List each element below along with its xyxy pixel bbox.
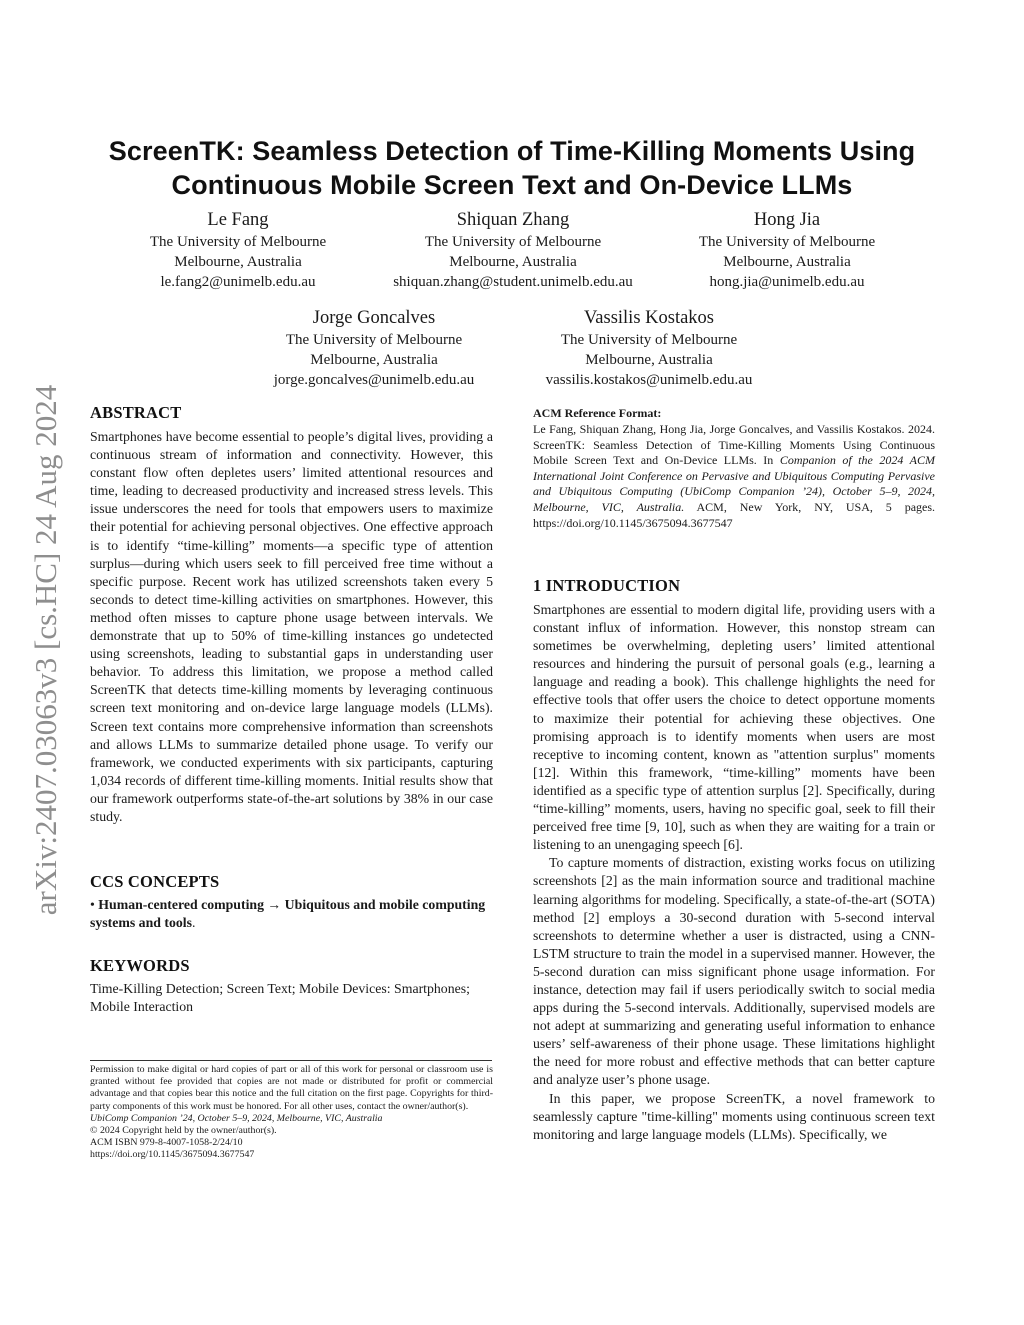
acm-reference-text bbox=[533, 422, 935, 531]
isbn-line: ACM ISBN 979-8-4007-1058-2/24/10 bbox=[90, 1137, 243, 1149]
title-line-1: ScreenTK: Seamless Detection of Time-Killing Moments Using bbox=[108, 136, 916, 166]
author-affiliation: The University of Melbourne bbox=[424, 234, 602, 250]
ccs-heading: CCS CONCEPTS bbox=[90, 872, 220, 891]
author-name: Hong Jia bbox=[753, 210, 821, 230]
paper-title bbox=[60, 134, 964, 202]
permission-notice: Permission to make digital or hard copies of part or all of this work for personal or classroom use is granted without fee provided that copies are not made or distributed for profit or commercial advantage and that copies bear this notice and the full citation on the first page. Copyrights for third-party components of this work must be honored. For all other uses, contact the owner/author(s). bbox=[90, 1064, 493, 1112]
intro-paragraph-2: To capture moments of distraction, existing works focus on utilizing screenshots [2] as the main information source and traditional machine learning algorithms for modeling. Specifically, a state-of-the-art (SOTA) method [2] employs a 30-second duration with 5-second interval screenshots to determine whether a user is distracted, using a CNN-LSTM structure to train the model in a supervised manner. However, the 5-second duration can miss significant phone usage information. For instance, detection may fail if users periodically switch to social media apps during the 5-second intervals. Additionally, supervised models are not adept at summarizing and generating useful information to enhance users’ self-awareness of their phone usage. These limitations highlight the need for more robust and effective methods that can better capture and analyze user’s phone usage. bbox=[533, 855, 935, 1088]
author-name: Shiquan Zhang bbox=[456, 210, 570, 230]
author-name: Jorge Goncalves bbox=[312, 308, 436, 328]
introduction-heading: 1 INTRODUCTION bbox=[533, 576, 681, 595]
arxiv-identifier: arXiv:2407.03063v3 [cs.HC] 24 Aug 2024 bbox=[28, 384, 63, 916]
acm-reference-part2: ACM, New York, NY, USA, 5 pages. https://doi.org/10.1145/3675094.3677547 bbox=[533, 499, 936, 530]
acm-reference-part1: Le Fang, Shiquan Zhang, Hong Jia, Jorge Goncalves, and Vassilis Kostakos. 2024. ScreenTK: Seamless Detection of Time-Killing Moments Using Continuous Mobile Screen Text and On-Device LLMs. In bbox=[533, 422, 935, 468]
ccs-bullet: • bbox=[90, 897, 95, 912]
author-location: Melbourne, Australia bbox=[585, 352, 713, 368]
author-affiliation: The University of Melbourne bbox=[285, 332, 463, 348]
author-name: Le Fang bbox=[207, 210, 269, 230]
keywords-text: Time-Killing Detection; Screen Text; Mobile Devices: Smartphones; Mobile Interaction bbox=[90, 981, 470, 1015]
ccs-concept: Human-centered computing → Ubiquitous and mobile computing systems and tools bbox=[90, 897, 486, 931]
intro-paragraph-3: In this paper, we propose ScreenTK, a novel framework to seamlessly capture "time-killing" moments using continuous screen text monitoring and large language models (LLMs). Specifically, we bbox=[533, 1090, 935, 1142]
author-block bbox=[686, 208, 888, 292]
abstract-text: Smartphones have become essential to people’s digital lives, providing a continuous stream of information and connectivity. However, this constant flow often depletes users’ limited attentional resources and time, leading to decreased productivity and increased stress levels. This issue underscores the need for tools that empowers users to maximize their potential for achieving personal objectives. One effective approach is to identify “time-killing” moments—a specific type of attention surplus—during which users seek to fill perceived free time without a specific purpose. Recent work has utilized screenshots taken every 5 seconds to detect time-killing activities on smartphones. However, this method often misses to capture phone usage between intervals. We demonstrate that up to 50% of time-killing instances go undetected using screenshots, leading to substantial gaps in understanding user behavior. To address this limitation, we propose a method called ScreenTK that detects time-killing moments by leveraging continuous screen text monitoring and on-device large language models (LLMs). Screen text contains more comprehensive information than screenshots and allows LLMs to summarize detailed phone usage. To verify our framework, we conducted experiments with six participants, capturing 1,034 records of different time-killing moments. Initial results show that our framework outperforms state-of-the-art solutions by 38% in our case study. bbox=[90, 429, 493, 824]
footnote bbox=[90, 1064, 493, 1162]
author-email: le.fang2@unimelb.edu.au bbox=[160, 274, 316, 290]
author-email: hong.jia@unimelb.edu.au bbox=[709, 274, 865, 290]
author-location: Melbourne, Australia bbox=[174, 254, 302, 270]
venue-line: UbiComp Companion ’24, October 5–9, 2024, Melbourne, VIC, Australia bbox=[90, 1112, 383, 1124]
author-block bbox=[530, 306, 768, 390]
author-location: Melbourne, Australia bbox=[449, 254, 577, 270]
author-email: jorge.goncalves@unimelb.edu.au bbox=[273, 372, 475, 388]
author-email: shiquan.zhang@student.unimelb.edu.au bbox=[393, 274, 633, 290]
author-affiliation: The University of Melbourne bbox=[149, 234, 327, 250]
footnote-divider bbox=[90, 1060, 492, 1061]
author-block bbox=[382, 208, 644, 292]
acm-reference-heading: ACM Reference Format: bbox=[533, 406, 662, 420]
author-location: Melbourne, Australia bbox=[310, 352, 438, 368]
abstract-heading: ABSTRACT bbox=[90, 403, 182, 422]
author-affiliation: The University of Melbourne bbox=[698, 234, 876, 250]
author-email: vassilis.kostakos@unimelb.edu.au bbox=[545, 372, 753, 388]
keywords-heading: KEYWORDS bbox=[90, 956, 190, 975]
author-block bbox=[262, 306, 486, 390]
author-block bbox=[138, 208, 338, 292]
copyright-line: © 2024 Copyright held by the owner/author(s). bbox=[90, 1125, 277, 1137]
intro-paragraph-1: Smartphones are essential to modern digital life, providing users with a constant influx of information. However, this nonstop stream can sometimes be overwhelming, depleting users’ limited attentional resources and hindering the pursuit of personal goals (e.g., learning a language and reading a book). This challenge highlights the need for effective tools that offer users the choice to detect opportune moments to maximize their potential for achieving these objectives. One promising approach is to identify moments when users are most receptive to incoming content, known as "attention surplus" moments [12]. Within this framework, “time-killing” moments have been identified as a specific type of attention surplus [2]. Specifically, during “time-killing” moments, users, having no specific goal, seek to fill their perceived free time [9, 10], such as when they are waiting for a train or listening to an unengaging speech [6]. bbox=[533, 602, 935, 853]
author-location: Melbourne, Australia bbox=[723, 254, 851, 270]
acm-reference-venue: Companion of the 2024 ACM International Joint Conference on Pervasive and Ubiquitous Computing Pervasive and Ubiquitous Computing (UbiComp Companion ’24), October 5–9, 2024, Melbourne, VIC, Australia. bbox=[533, 453, 935, 514]
introduction-body bbox=[533, 601, 935, 1144]
author-affiliation: The University of Melbourne bbox=[560, 332, 738, 348]
author-name: Vassilis Kostakos bbox=[583, 308, 715, 328]
title-line-2: Continuous Mobile Screen Text and On-Device LLMs bbox=[171, 170, 853, 200]
ccs-tail: . bbox=[191, 915, 196, 931]
ccs-text bbox=[90, 896, 493, 932]
doi-link[interactable]: https://doi.org/10.1145/3675094.3677547 bbox=[90, 1149, 255, 1161]
